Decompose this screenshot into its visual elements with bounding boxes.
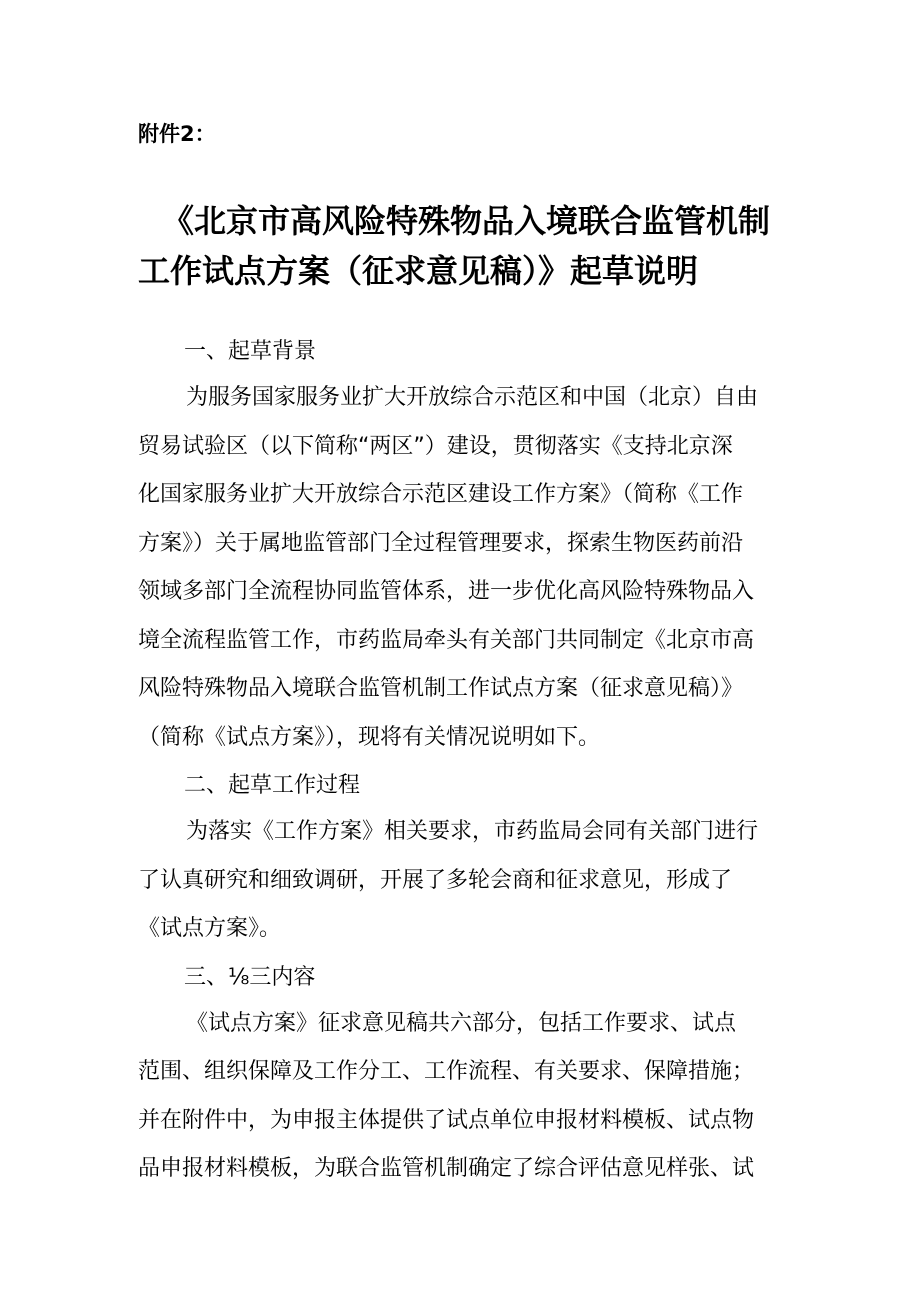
paragraph-line: 并在附件中，为申报主体提供了试点单位申报材料模板、试点物	[138, 1107, 755, 1133]
paragraph-line: 范围、组织保障及工作分工、工作流程、有关要求、保障措施；	[138, 1059, 755, 1084]
paragraph-line: 品申报材料模板，为联合监管机制确定了综合评估意见样张、试	[138, 1156, 755, 1181]
section-heading-process: 二、起草工作过程	[184, 773, 361, 798]
title-line-2: 工作试点方案（征求意见稿）》起草说明	[138, 252, 699, 290]
title-line-1: 《北京市高风险特殊物品入境联合监管机制	[162, 202, 771, 240]
section-paragraph-content	[138, 1000, 788, 1194]
paragraph-line: 贸易试验区（以下简称“两区”）建设，贯彻落实《支持北京深	[138, 433, 733, 459]
paragraph-line: 化国家服务业扩大开放综合示范区建设工作方案》（简称《工作	[138, 482, 744, 507]
paragraph-line: 了认真研究和细致调研，开展了多轮会商和征求意见，形成了	[138, 867, 733, 893]
document-body	[138, 328, 788, 1194]
section-paragraph-background	[138, 374, 788, 762]
paragraph-line: 《试点方案》征求意见稿共六部分，包括工作要求、试点	[186, 1010, 737, 1036]
section-heading-content: 三、⅛三内容	[184, 964, 316, 990]
paragraph-line: 为落实《工作方案》相关要求，市药监局会同有关部门进行	[186, 819, 759, 844]
paragraph-line: 为服务国家服务业扩大开放综合示范区和中国（北京）自由	[186, 385, 759, 410]
section-heading-background: 一、起草背景	[184, 339, 317, 364]
paragraph-line: 《试点方案》。	[138, 916, 282, 941]
paragraph-line: （简称《试点方案》），现将有关情况说明如下。	[138, 724, 601, 750]
paragraph-line: 境全流程监管工作，市药监局牵头有关部门共同制定《北京市高	[138, 627, 755, 653]
paragraph-line: 领域多部门全流程协同监管体系，进一步优化高风险特殊物品入	[138, 579, 755, 604]
paragraph-line: 风险特殊物品入境联合监管机制工作试点方案（征求意见稿）》	[138, 676, 744, 701]
attachment-label: 附件2：	[138, 122, 216, 146]
section-paragraph-process	[138, 808, 788, 954]
document-title	[138, 196, 798, 296]
paragraph-line: 方案》）关于属地监管部门全过程管理要求，探索生物医药前沿	[138, 530, 744, 556]
